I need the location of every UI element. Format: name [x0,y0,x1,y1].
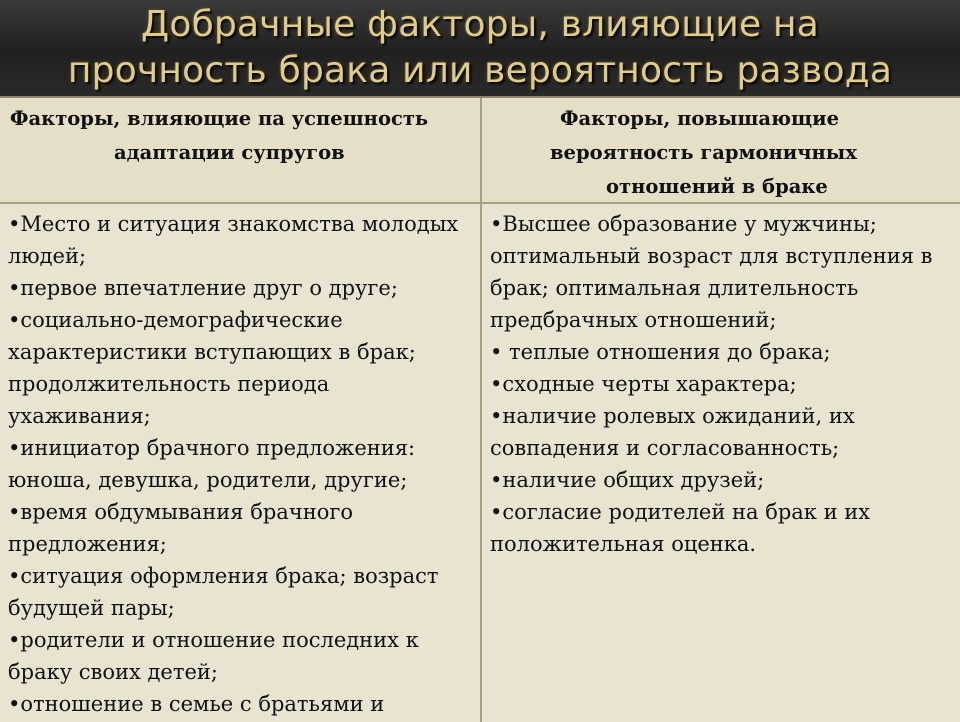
right-line: предбрачных отношений; [490,308,777,332]
left-line: •время обдумывания брачного [8,500,353,524]
right-line: совпадения и согласованность; [490,436,840,460]
left-line: браку своих детей; [8,660,218,684]
right-line: •сходные черты характера; [490,372,797,396]
right-header-line-2: вероятность гармоничных [550,141,857,164]
slide-title-line-1: Добрачные факторы, влияющие на [141,4,819,45]
right-column-body [482,208,960,560]
right-line: положительная оценка. [490,532,757,556]
right-column-header [482,98,960,204]
left-line: предложения; [8,532,167,556]
right-line: брак; оптимальная длительность [490,276,859,300]
slide-title [0,0,960,98]
left-line: •первое впечатление друг о друге; [8,276,398,300]
left-header-line-1: Факторы, влияющие па успешность [10,107,429,130]
left-line: юноша, девушка, родители, другие; [8,468,408,492]
right-column [480,98,960,722]
right-header-line-3: отношений в браке [606,175,828,198]
left-line: •отношение в семье с братьями и [8,692,385,716]
comparison-table [0,96,960,722]
right-line: •Высшее образование у мужчины; [490,212,877,236]
left-line: людей; [8,244,87,268]
right-line: •наличие общих друзей; [490,468,765,492]
left-line: •Место и ситуация знакомства молодых [8,212,459,236]
left-column-header [0,98,480,204]
left-line: •инициатор брачного предложения: [8,436,416,460]
left-column-body [0,208,480,720]
left-line: ухаживания; [8,404,151,428]
left-line: продолжительность периода [8,372,330,396]
right-line: • теплые отношения до брака; [490,340,831,364]
left-line: будущей пары; [8,596,175,620]
left-line: •социально-демографические [8,308,343,332]
right-header-line-1: Факторы, повышающие [560,107,839,130]
left-header-line-2: адаптации супругов [114,141,345,164]
left-line: •ситуация оформления брака; возраст [8,564,439,588]
right-line: •согласие родителей на брак и их [490,500,871,524]
right-line: •наличие ролевых ожиданий, их [490,404,855,428]
left-line: характеристики вступающих в брак; [8,340,416,364]
right-line: оптимальный возраст для вступления в [490,244,933,268]
slide-title-line-2: прочность брака или вероятность развода [67,50,893,91]
left-line: •родители и отношение последних к [8,628,419,652]
